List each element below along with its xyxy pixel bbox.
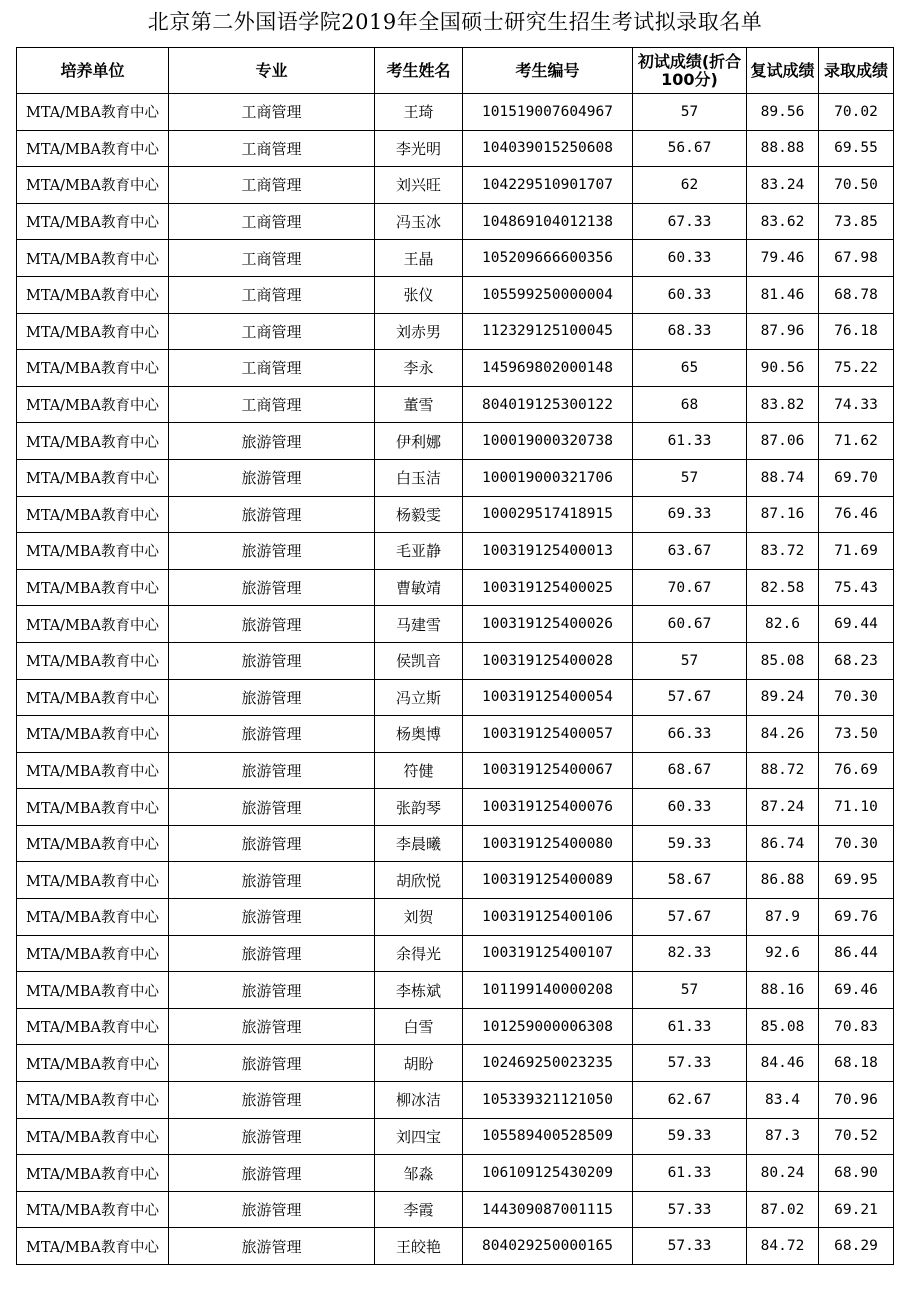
cell-id: 100019000320738 <box>463 423 633 460</box>
cell-final-score: 71.10 <box>819 789 894 826</box>
cell-id: 104039015250608 <box>463 130 633 167</box>
cell-major: 旅游管理 <box>169 789 375 826</box>
cell-id: 100319125400054 <box>463 679 633 716</box>
cell-unit: MTA/MBA教育中心 <box>17 1118 169 1155</box>
table-row <box>17 1228 894 1265</box>
cell-id: 100319125400089 <box>463 862 633 899</box>
cell-final-score: 69.46 <box>819 972 894 1009</box>
cell-final-score: 68.90 <box>819 1155 894 1192</box>
cell-final-score: 70.30 <box>819 825 894 862</box>
table-row <box>17 1155 894 1192</box>
cell-name: 余得光 <box>375 935 463 972</box>
cell-retest-score: 90.56 <box>747 350 819 387</box>
header-retest-score: 复试成绩 <box>747 48 819 94</box>
cell-initial-score: 57.67 <box>633 899 747 936</box>
cell-retest-score: 83.82 <box>747 386 819 423</box>
cell-final-score: 71.62 <box>819 423 894 460</box>
cell-unit: MTA/MBA教育中心 <box>17 94 169 131</box>
cell-major: 旅游管理 <box>169 1118 375 1155</box>
cell-retest-score: 84.46 <box>747 1045 819 1082</box>
cell-initial-score: 66.33 <box>633 716 747 753</box>
cell-retest-score: 83.4 <box>747 1082 819 1119</box>
cell-final-score: 74.33 <box>819 386 894 423</box>
cell-final-score: 69.76 <box>819 899 894 936</box>
cell-id: 100319125400028 <box>463 642 633 679</box>
cell-final-score: 68.29 <box>819 1228 894 1265</box>
cell-final-score: 76.69 <box>819 752 894 789</box>
table-row <box>17 386 894 423</box>
cell-final-score: 69.70 <box>819 459 894 496</box>
cell-final-score: 68.78 <box>819 276 894 313</box>
cell-unit: MTA/MBA教育中心 <box>17 203 169 240</box>
cell-retest-score: 87.96 <box>747 313 819 350</box>
cell-final-score: 71.69 <box>819 533 894 570</box>
cell-retest-score: 83.24 <box>747 167 819 204</box>
cell-id: 112329125100045 <box>463 313 633 350</box>
cell-initial-score: 57 <box>633 642 747 679</box>
cell-major: 旅游管理 <box>169 1045 375 1082</box>
cell-id: 105599250000004 <box>463 276 633 313</box>
header-name: 考生姓名 <box>375 48 463 94</box>
cell-id: 106109125430209 <box>463 1155 633 1192</box>
cell-id: 100319125400080 <box>463 825 633 862</box>
header-unit: 培养单位 <box>17 48 169 94</box>
cell-unit: MTA/MBA教育中心 <box>17 972 169 1009</box>
cell-unit: MTA/MBA教育中心 <box>17 789 169 826</box>
table-row <box>17 1008 894 1045</box>
cell-initial-score: 57 <box>633 94 747 131</box>
cell-final-score: 76.18 <box>819 313 894 350</box>
cell-name: 刘贺 <box>375 899 463 936</box>
cell-id: 101519007604967 <box>463 94 633 131</box>
table-row <box>17 313 894 350</box>
cell-major: 旅游管理 <box>169 825 375 862</box>
cell-unit: MTA/MBA教育中心 <box>17 240 169 277</box>
cell-id: 100319125400026 <box>463 606 633 643</box>
cell-initial-score: 68.33 <box>633 313 747 350</box>
cell-retest-score: 92.6 <box>747 935 819 972</box>
header-initial-score: 初试成绩(折合100分) <box>633 48 747 94</box>
cell-id: 102469250023235 <box>463 1045 633 1082</box>
cell-major: 旅游管理 <box>169 496 375 533</box>
cell-initial-score: 59.33 <box>633 1118 747 1155</box>
cell-id: 105589400528509 <box>463 1118 633 1155</box>
cell-initial-score: 65 <box>633 350 747 387</box>
table-row <box>17 423 894 460</box>
cell-initial-score: 62.67 <box>633 1082 747 1119</box>
cell-retest-score: 87.02 <box>747 1191 819 1228</box>
cell-unit: MTA/MBA教育中心 <box>17 313 169 350</box>
table-row <box>17 94 894 131</box>
cell-initial-score: 82.33 <box>633 935 747 972</box>
cell-major: 旅游管理 <box>169 679 375 716</box>
cell-unit: MTA/MBA教育中心 <box>17 935 169 972</box>
cell-name: 李晨曦 <box>375 825 463 862</box>
cell-major: 旅游管理 <box>169 1082 375 1119</box>
cell-initial-score: 61.33 <box>633 1008 747 1045</box>
cell-initial-score: 57.33 <box>633 1191 747 1228</box>
cell-major: 工商管理 <box>169 350 375 387</box>
cell-id: 804029250000165 <box>463 1228 633 1265</box>
table-row <box>17 496 894 533</box>
cell-initial-score: 58.67 <box>633 862 747 899</box>
cell-major: 工商管理 <box>169 203 375 240</box>
cell-initial-score: 60.33 <box>633 789 747 826</box>
cell-name: 胡欣悦 <box>375 862 463 899</box>
cell-unit: MTA/MBA教育中心 <box>17 167 169 204</box>
cell-unit: MTA/MBA教育中心 <box>17 899 169 936</box>
cell-final-score: 73.85 <box>819 203 894 240</box>
header-final-score: 录取成绩 <box>819 48 894 94</box>
table-row <box>17 752 894 789</box>
cell-id: 100319125400025 <box>463 569 633 606</box>
cell-id: 144309087001115 <box>463 1191 633 1228</box>
cell-final-score: 69.55 <box>819 130 894 167</box>
cell-retest-score: 81.46 <box>747 276 819 313</box>
cell-retest-score: 88.16 <box>747 972 819 1009</box>
cell-major: 旅游管理 <box>169 1155 375 1192</box>
cell-name: 王皎艳 <box>375 1228 463 1265</box>
cell-name: 曹敏靖 <box>375 569 463 606</box>
table-row <box>17 459 894 496</box>
table-row <box>17 972 894 1009</box>
cell-initial-score: 70.67 <box>633 569 747 606</box>
cell-major: 旅游管理 <box>169 899 375 936</box>
cell-final-score: 69.21 <box>819 1191 894 1228</box>
cell-name: 胡盼 <box>375 1045 463 1082</box>
cell-major: 旅游管理 <box>169 606 375 643</box>
cell-major: 工商管理 <box>169 386 375 423</box>
admission-table <box>16 47 894 1265</box>
cell-unit: MTA/MBA教育中心 <box>17 679 169 716</box>
cell-major: 旅游管理 <box>169 752 375 789</box>
cell-major: 旅游管理 <box>169 533 375 570</box>
cell-retest-score: 79.46 <box>747 240 819 277</box>
cell-initial-score: 57 <box>633 972 747 1009</box>
cell-id: 100319125400013 <box>463 533 633 570</box>
cell-final-score: 69.95 <box>819 862 894 899</box>
cell-initial-score: 67.33 <box>633 203 747 240</box>
cell-unit: MTA/MBA教育中心 <box>17 350 169 387</box>
table-row <box>17 240 894 277</box>
cell-name: 杨毅雯 <box>375 496 463 533</box>
cell-unit: MTA/MBA教育中心 <box>17 862 169 899</box>
cell-major: 旅游管理 <box>169 1008 375 1045</box>
cell-initial-score: 60.33 <box>633 240 747 277</box>
cell-major: 旅游管理 <box>169 569 375 606</box>
cell-retest-score: 80.24 <box>747 1155 819 1192</box>
page-title: 北京第二外国语学院2019年全国硕士研究生招生考试拟录取名单 <box>147 10 763 34</box>
header-major: 专业 <box>169 48 375 94</box>
table-row <box>17 1191 894 1228</box>
cell-id: 145969802000148 <box>463 350 633 387</box>
cell-initial-score: 60.67 <box>633 606 747 643</box>
cell-id: 104229510901707 <box>463 167 633 204</box>
cell-major: 旅游管理 <box>169 935 375 972</box>
cell-initial-score: 68.67 <box>633 752 747 789</box>
cell-name: 刘四宝 <box>375 1118 463 1155</box>
cell-initial-score: 57.67 <box>633 679 747 716</box>
cell-name: 侯凯音 <box>375 642 463 679</box>
table-row <box>17 642 894 679</box>
cell-name: 杨奥博 <box>375 716 463 753</box>
cell-final-score: 70.96 <box>819 1082 894 1119</box>
table-row <box>17 203 894 240</box>
cell-retest-score: 88.74 <box>747 459 819 496</box>
cell-name: 符健 <box>375 752 463 789</box>
cell-major: 旅游管理 <box>169 972 375 1009</box>
cell-retest-score: 87.16 <box>747 496 819 533</box>
cell-name: 冯玉冰 <box>375 203 463 240</box>
cell-retest-score: 82.58 <box>747 569 819 606</box>
table-row <box>17 606 894 643</box>
table-row <box>17 789 894 826</box>
cell-name: 李栋斌 <box>375 972 463 1009</box>
cell-unit: MTA/MBA教育中心 <box>17 1228 169 1265</box>
cell-id: 101199140000208 <box>463 972 633 1009</box>
cell-initial-score: 61.33 <box>633 423 747 460</box>
cell-unit: MTA/MBA教育中心 <box>17 423 169 460</box>
cell-unit: MTA/MBA教育中心 <box>17 569 169 606</box>
table-row <box>17 1045 894 1082</box>
cell-retest-score: 86.88 <box>747 862 819 899</box>
cell-unit: MTA/MBA教育中心 <box>17 459 169 496</box>
table-row <box>17 716 894 753</box>
cell-retest-score: 87.9 <box>747 899 819 936</box>
cell-unit: MTA/MBA教育中心 <box>17 642 169 679</box>
header-row <box>17 48 894 94</box>
cell-id: 105209666600356 <box>463 240 633 277</box>
cell-major: 旅游管理 <box>169 716 375 753</box>
cell-unit: MTA/MBA教育中心 <box>17 606 169 643</box>
cell-final-score: 73.50 <box>819 716 894 753</box>
cell-final-score: 75.43 <box>819 569 894 606</box>
cell-major: 旅游管理 <box>169 642 375 679</box>
cell-unit: MTA/MBA教育中心 <box>17 496 169 533</box>
table-row <box>17 935 894 972</box>
cell-unit: MTA/MBA教育中心 <box>17 130 169 167</box>
cell-id: 100319125400076 <box>463 789 633 826</box>
table-body <box>17 94 894 1265</box>
cell-unit: MTA/MBA教育中心 <box>17 1082 169 1119</box>
cell-name: 李霞 <box>375 1191 463 1228</box>
cell-initial-score: 59.33 <box>633 825 747 862</box>
cell-id: 105339321121050 <box>463 1082 633 1119</box>
cell-final-score: 70.30 <box>819 679 894 716</box>
cell-retest-score: 84.26 <box>747 716 819 753</box>
table-row <box>17 862 894 899</box>
cell-initial-score: 69.33 <box>633 496 747 533</box>
cell-final-score: 70.52 <box>819 1118 894 1155</box>
cell-final-score: 70.83 <box>819 1008 894 1045</box>
table-row <box>17 1118 894 1155</box>
cell-retest-score: 85.08 <box>747 642 819 679</box>
cell-name: 刘赤男 <box>375 313 463 350</box>
table-row <box>17 569 894 606</box>
cell-initial-score: 60.33 <box>633 276 747 313</box>
cell-unit: MTA/MBA教育中心 <box>17 1045 169 1082</box>
cell-name: 李永 <box>375 350 463 387</box>
cell-name: 张韵琴 <box>375 789 463 826</box>
cell-name: 张仪 <box>375 276 463 313</box>
cell-final-score: 86.44 <box>819 935 894 972</box>
cell-id: 100319125400107 <box>463 935 633 972</box>
table-row <box>17 130 894 167</box>
cell-major: 工商管理 <box>169 240 375 277</box>
cell-retest-score: 88.72 <box>747 752 819 789</box>
cell-retest-score: 83.72 <box>747 533 819 570</box>
cell-major: 旅游管理 <box>169 423 375 460</box>
cell-final-score: 70.50 <box>819 167 894 204</box>
cell-retest-score: 82.6 <box>747 606 819 643</box>
cell-initial-score: 62 <box>633 167 747 204</box>
cell-name: 白雪 <box>375 1008 463 1045</box>
cell-unit: MTA/MBA教育中心 <box>17 1191 169 1228</box>
cell-major: 工商管理 <box>169 276 375 313</box>
cell-id: 100319125400057 <box>463 716 633 753</box>
cell-retest-score: 87.24 <box>747 789 819 826</box>
cell-major: 旅游管理 <box>169 459 375 496</box>
cell-unit: MTA/MBA教育中心 <box>17 716 169 753</box>
cell-final-score: 75.22 <box>819 350 894 387</box>
table-row <box>17 167 894 204</box>
cell-name: 伊利娜 <box>375 423 463 460</box>
cell-final-score: 68.18 <box>819 1045 894 1082</box>
cell-id: 100319125400106 <box>463 899 633 936</box>
cell-name: 董雪 <box>375 386 463 423</box>
cell-retest-score: 85.08 <box>747 1008 819 1045</box>
cell-id: 100029517418915 <box>463 496 633 533</box>
cell-name: 冯立斯 <box>375 679 463 716</box>
table-row <box>17 899 894 936</box>
cell-final-score: 69.44 <box>819 606 894 643</box>
cell-unit: MTA/MBA教育中心 <box>17 1155 169 1192</box>
cell-unit: MTA/MBA教育中心 <box>17 276 169 313</box>
table-row <box>17 825 894 862</box>
cell-initial-score: 68 <box>633 386 747 423</box>
cell-name: 柳冰洁 <box>375 1082 463 1119</box>
cell-major: 旅游管理 <box>169 1191 375 1228</box>
cell-id: 104869104012138 <box>463 203 633 240</box>
cell-retest-score: 89.56 <box>747 94 819 131</box>
cell-initial-score: 57.33 <box>633 1228 747 1265</box>
cell-retest-score: 87.06 <box>747 423 819 460</box>
cell-name: 李光明 <box>375 130 463 167</box>
cell-id: 100319125400067 <box>463 752 633 789</box>
cell-retest-score: 84.72 <box>747 1228 819 1265</box>
table-row <box>17 350 894 387</box>
cell-name: 王晶 <box>375 240 463 277</box>
cell-initial-score: 57.33 <box>633 1045 747 1082</box>
cell-id: 101259000006308 <box>463 1008 633 1045</box>
cell-final-score: 76.46 <box>819 496 894 533</box>
cell-major: 旅游管理 <box>169 1228 375 1265</box>
table-row <box>17 276 894 313</box>
cell-name: 白玉洁 <box>375 459 463 496</box>
cell-retest-score: 86.74 <box>747 825 819 862</box>
cell-name: 邹淼 <box>375 1155 463 1192</box>
table-row <box>17 679 894 716</box>
cell-retest-score: 88.88 <box>747 130 819 167</box>
cell-unit: MTA/MBA教育中心 <box>17 752 169 789</box>
cell-major: 工商管理 <box>169 167 375 204</box>
cell-name: 王琦 <box>375 94 463 131</box>
cell-major: 旅游管理 <box>169 862 375 899</box>
cell-name: 马建雪 <box>375 606 463 643</box>
cell-major: 工商管理 <box>169 130 375 167</box>
cell-unit: MTA/MBA教育中心 <box>17 386 169 423</box>
cell-initial-score: 57 <box>633 459 747 496</box>
cell-initial-score: 56.67 <box>633 130 747 167</box>
cell-final-score: 68.23 <box>819 642 894 679</box>
header-id: 考生编号 <box>463 48 633 94</box>
cell-name: 刘兴旺 <box>375 167 463 204</box>
table-row <box>17 1082 894 1119</box>
cell-retest-score: 87.3 <box>747 1118 819 1155</box>
cell-initial-score: 63.67 <box>633 533 747 570</box>
cell-initial-score: 61.33 <box>633 1155 747 1192</box>
cell-final-score: 67.98 <box>819 240 894 277</box>
cell-retest-score: 83.62 <box>747 203 819 240</box>
cell-name: 毛亚静 <box>375 533 463 570</box>
cell-id: 100019000321706 <box>463 459 633 496</box>
cell-unit: MTA/MBA教育中心 <box>17 825 169 862</box>
cell-retest-score: 89.24 <box>747 679 819 716</box>
cell-final-score: 70.02 <box>819 94 894 131</box>
cell-unit: MTA/MBA教育中心 <box>17 533 169 570</box>
cell-major: 工商管理 <box>169 94 375 131</box>
cell-unit: MTA/MBA教育中心 <box>17 1008 169 1045</box>
cell-id: 804019125300122 <box>463 386 633 423</box>
cell-major: 工商管理 <box>169 313 375 350</box>
table-row <box>17 533 894 570</box>
